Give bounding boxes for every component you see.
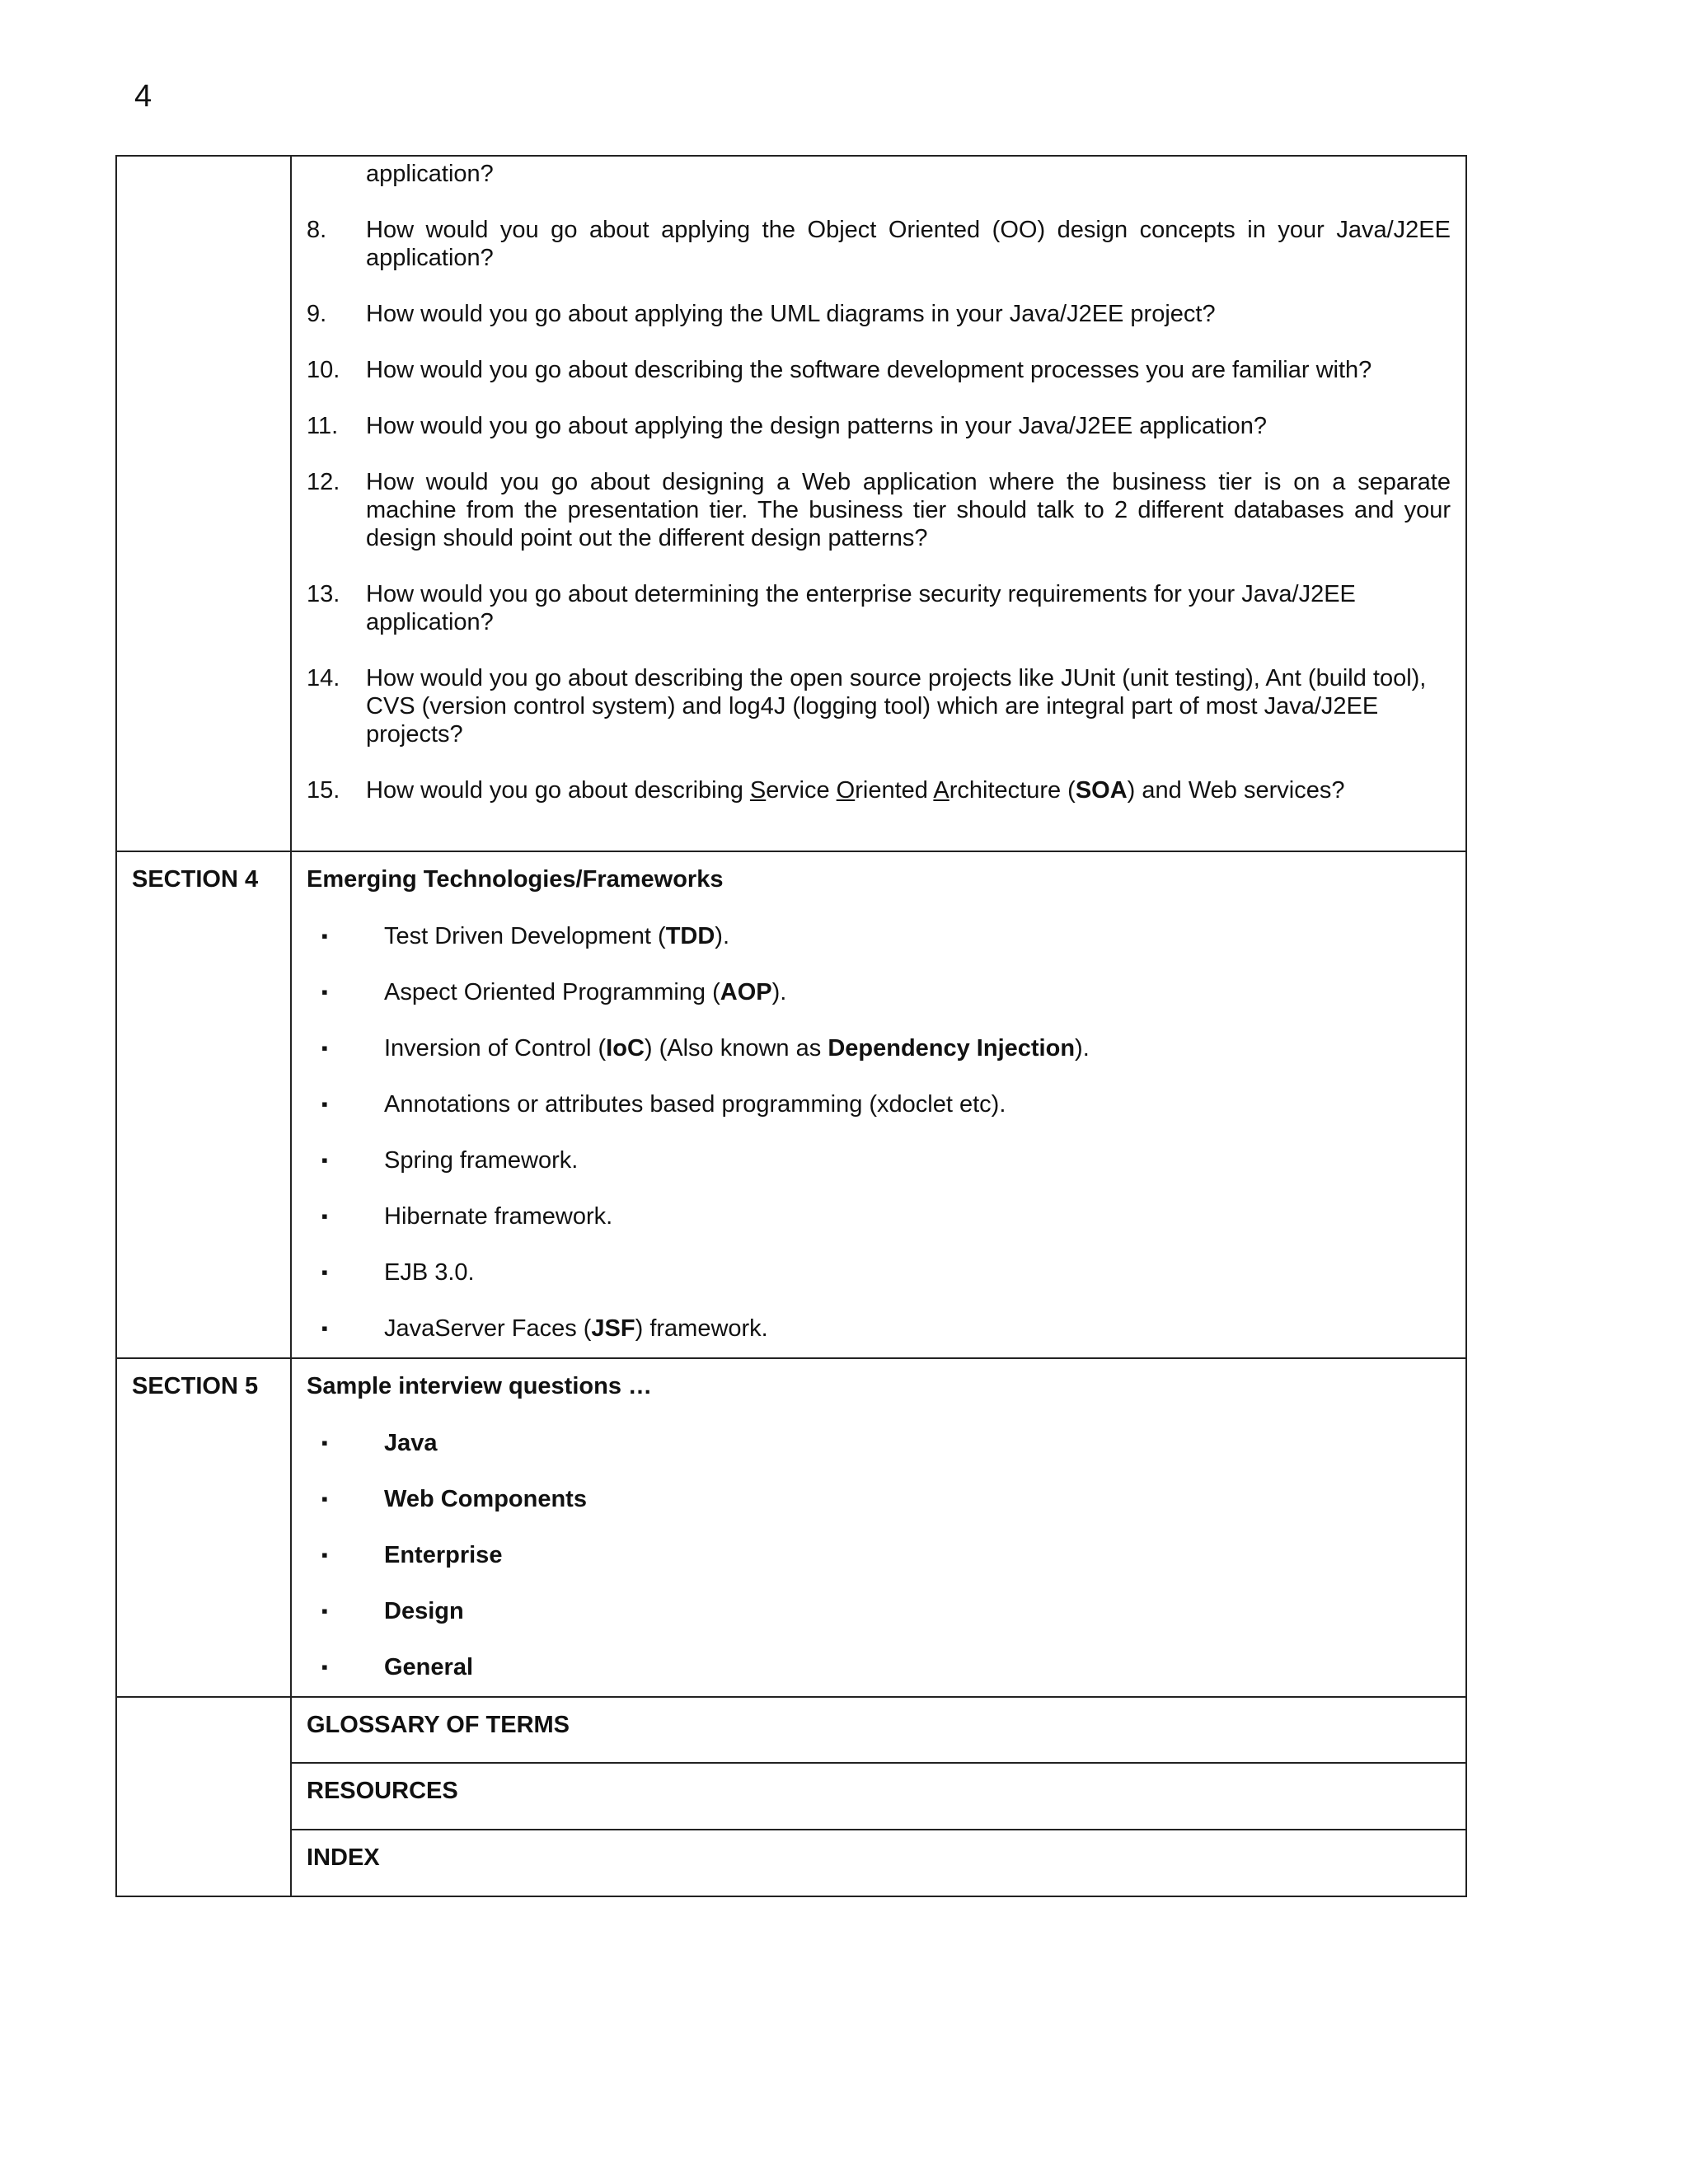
section3-row [116,156,1466,851]
bullet-icon: ▪ [321,1656,328,1677]
bullet-item: ▪ Inversion of Control (IoC) (Also known as Dependency Injection). [307,1034,1451,1062]
question-number: 14. [307,665,340,691]
bullet-item: ▪ Java [307,1429,1451,1457]
section5-label-cell [116,1358,291,1697]
bullet-item: ▪ Test Driven Development (TDD). [307,922,1451,950]
question-item [307,776,1451,804]
bullet-icon: ▪ [321,1544,328,1565]
question-number: 12. [307,469,340,495]
question-list [307,160,1451,851]
question-item [307,468,1451,552]
bullet-icon: ▪ [321,1205,328,1226]
section3-content-cell [291,156,1466,851]
section5-label: SECTION 5 [132,1372,259,1399]
table-of-contents [115,155,1467,1897]
bullet-item: ▪ Spring framework. [307,1146,1451,1174]
question-item [307,580,1451,636]
section4-content-cell [291,851,1466,1358]
section4-label-cell [116,851,291,1358]
question-text: How would you go about determining the enterprise security requirements for your Java/J2EE application? [366,581,1356,635]
page-number: 4 [134,79,152,114]
resources-cell [291,1763,1466,1830]
question-text: How would you go about describing the open source projects like JUnit (unit testing), Ant (build tool), CVS (version control system) and log4J (logging tool) which are integral part of most Java/J2EE projects? [366,665,1427,748]
bullet-icon: ▪ [321,1432,328,1453]
question-number: 10. [307,357,340,383]
bullet-item: ▪ Design [307,1597,1451,1625]
question-number: 15. [307,777,340,804]
bullet-item: ▪ General [307,1653,1451,1681]
index-row [116,1830,1466,1896]
glossary-cell [291,1697,1466,1764]
glossary-row [116,1697,1466,1764]
question-item [307,300,1451,328]
section3-label-cell [116,156,291,851]
bullet-icon: ▪ [321,1317,328,1338]
bullet-icon: ▪ [321,1037,328,1058]
bullet-icon: ▪ [321,1600,328,1621]
section5-row [116,1358,1466,1697]
bullet-icon: ▪ [321,1149,328,1170]
bullet-item: ▪ EJB 3.0. [307,1258,1451,1286]
bullet-item: ▪ Aspect Oriented Programming (AOP). [307,978,1451,1006]
section4-bullet-list [307,922,1451,1357]
section5-heading: Sample interview questions … [307,1372,652,1399]
question-item [307,356,1451,384]
bullet-item: ▪ Web Components [307,1485,1451,1513]
question-text: How would you go about describing Service Oriented Architecture (SOA) and Web services? [366,777,1345,804]
question-text: How would you go about applying the design patterns in your Java/J2EE application? [366,413,1268,439]
bullet-icon: ▪ [321,925,328,946]
bullet-icon: ▪ [321,1488,328,1509]
question-item [307,664,1451,748]
bullet-item: ▪ Enterprise [307,1541,1451,1569]
section4-heading: Emerging Technologies/Frameworks [307,866,724,893]
question-text: How would you go about applying the UML diagrams in your Java/J2EE project? [366,301,1216,327]
back-matter-label-cell [116,1697,291,1896]
bullet-icon: ▪ [321,981,328,1002]
section5-bullet-list [307,1429,1451,1696]
section4-label: SECTION 4 [132,866,259,893]
question-number: 11. [307,413,339,439]
question-number: 13. [307,581,340,607]
question-text: How would you go about applying the Object Oriented (OO) design concepts in your Java/J2EE application? [366,217,1451,271]
question-item [307,216,1451,272]
bullet-icon: ▪ [321,1093,328,1114]
bullet-item: ▪ Annotations or attributes based programming (xdoclet etc). [307,1090,1451,1118]
question-text: How would you go about describing the software development processes you are familiar with? [366,357,1372,383]
resources-heading: RESOURCES [307,1778,458,1805]
section5-content-cell [291,1358,1466,1697]
question-item [307,412,1451,440]
index-heading: INDEX [307,1844,380,1872]
bullet-icon: ▪ [321,1261,328,1282]
section4-row [116,851,1466,1358]
index-cell [291,1830,1466,1896]
glossary-heading: GLOSSARY OF TERMS [307,1711,570,1738]
question-number: 9. [307,301,327,327]
question-continuation: application? [366,161,494,187]
question-text: How would you go about designing a Web application where the business tier is on a separate machine from the presentation tier. The business tier should talk to 2 different databases and your design should point out the different design patterns? [366,469,1451,551]
question-number: 8. [307,217,327,243]
bullet-item: ▪ JavaServer Faces (JSF) framework. [307,1315,1451,1343]
bullet-item: ▪ Hibernate framework. [307,1202,1451,1230]
resources-row [116,1763,1466,1830]
